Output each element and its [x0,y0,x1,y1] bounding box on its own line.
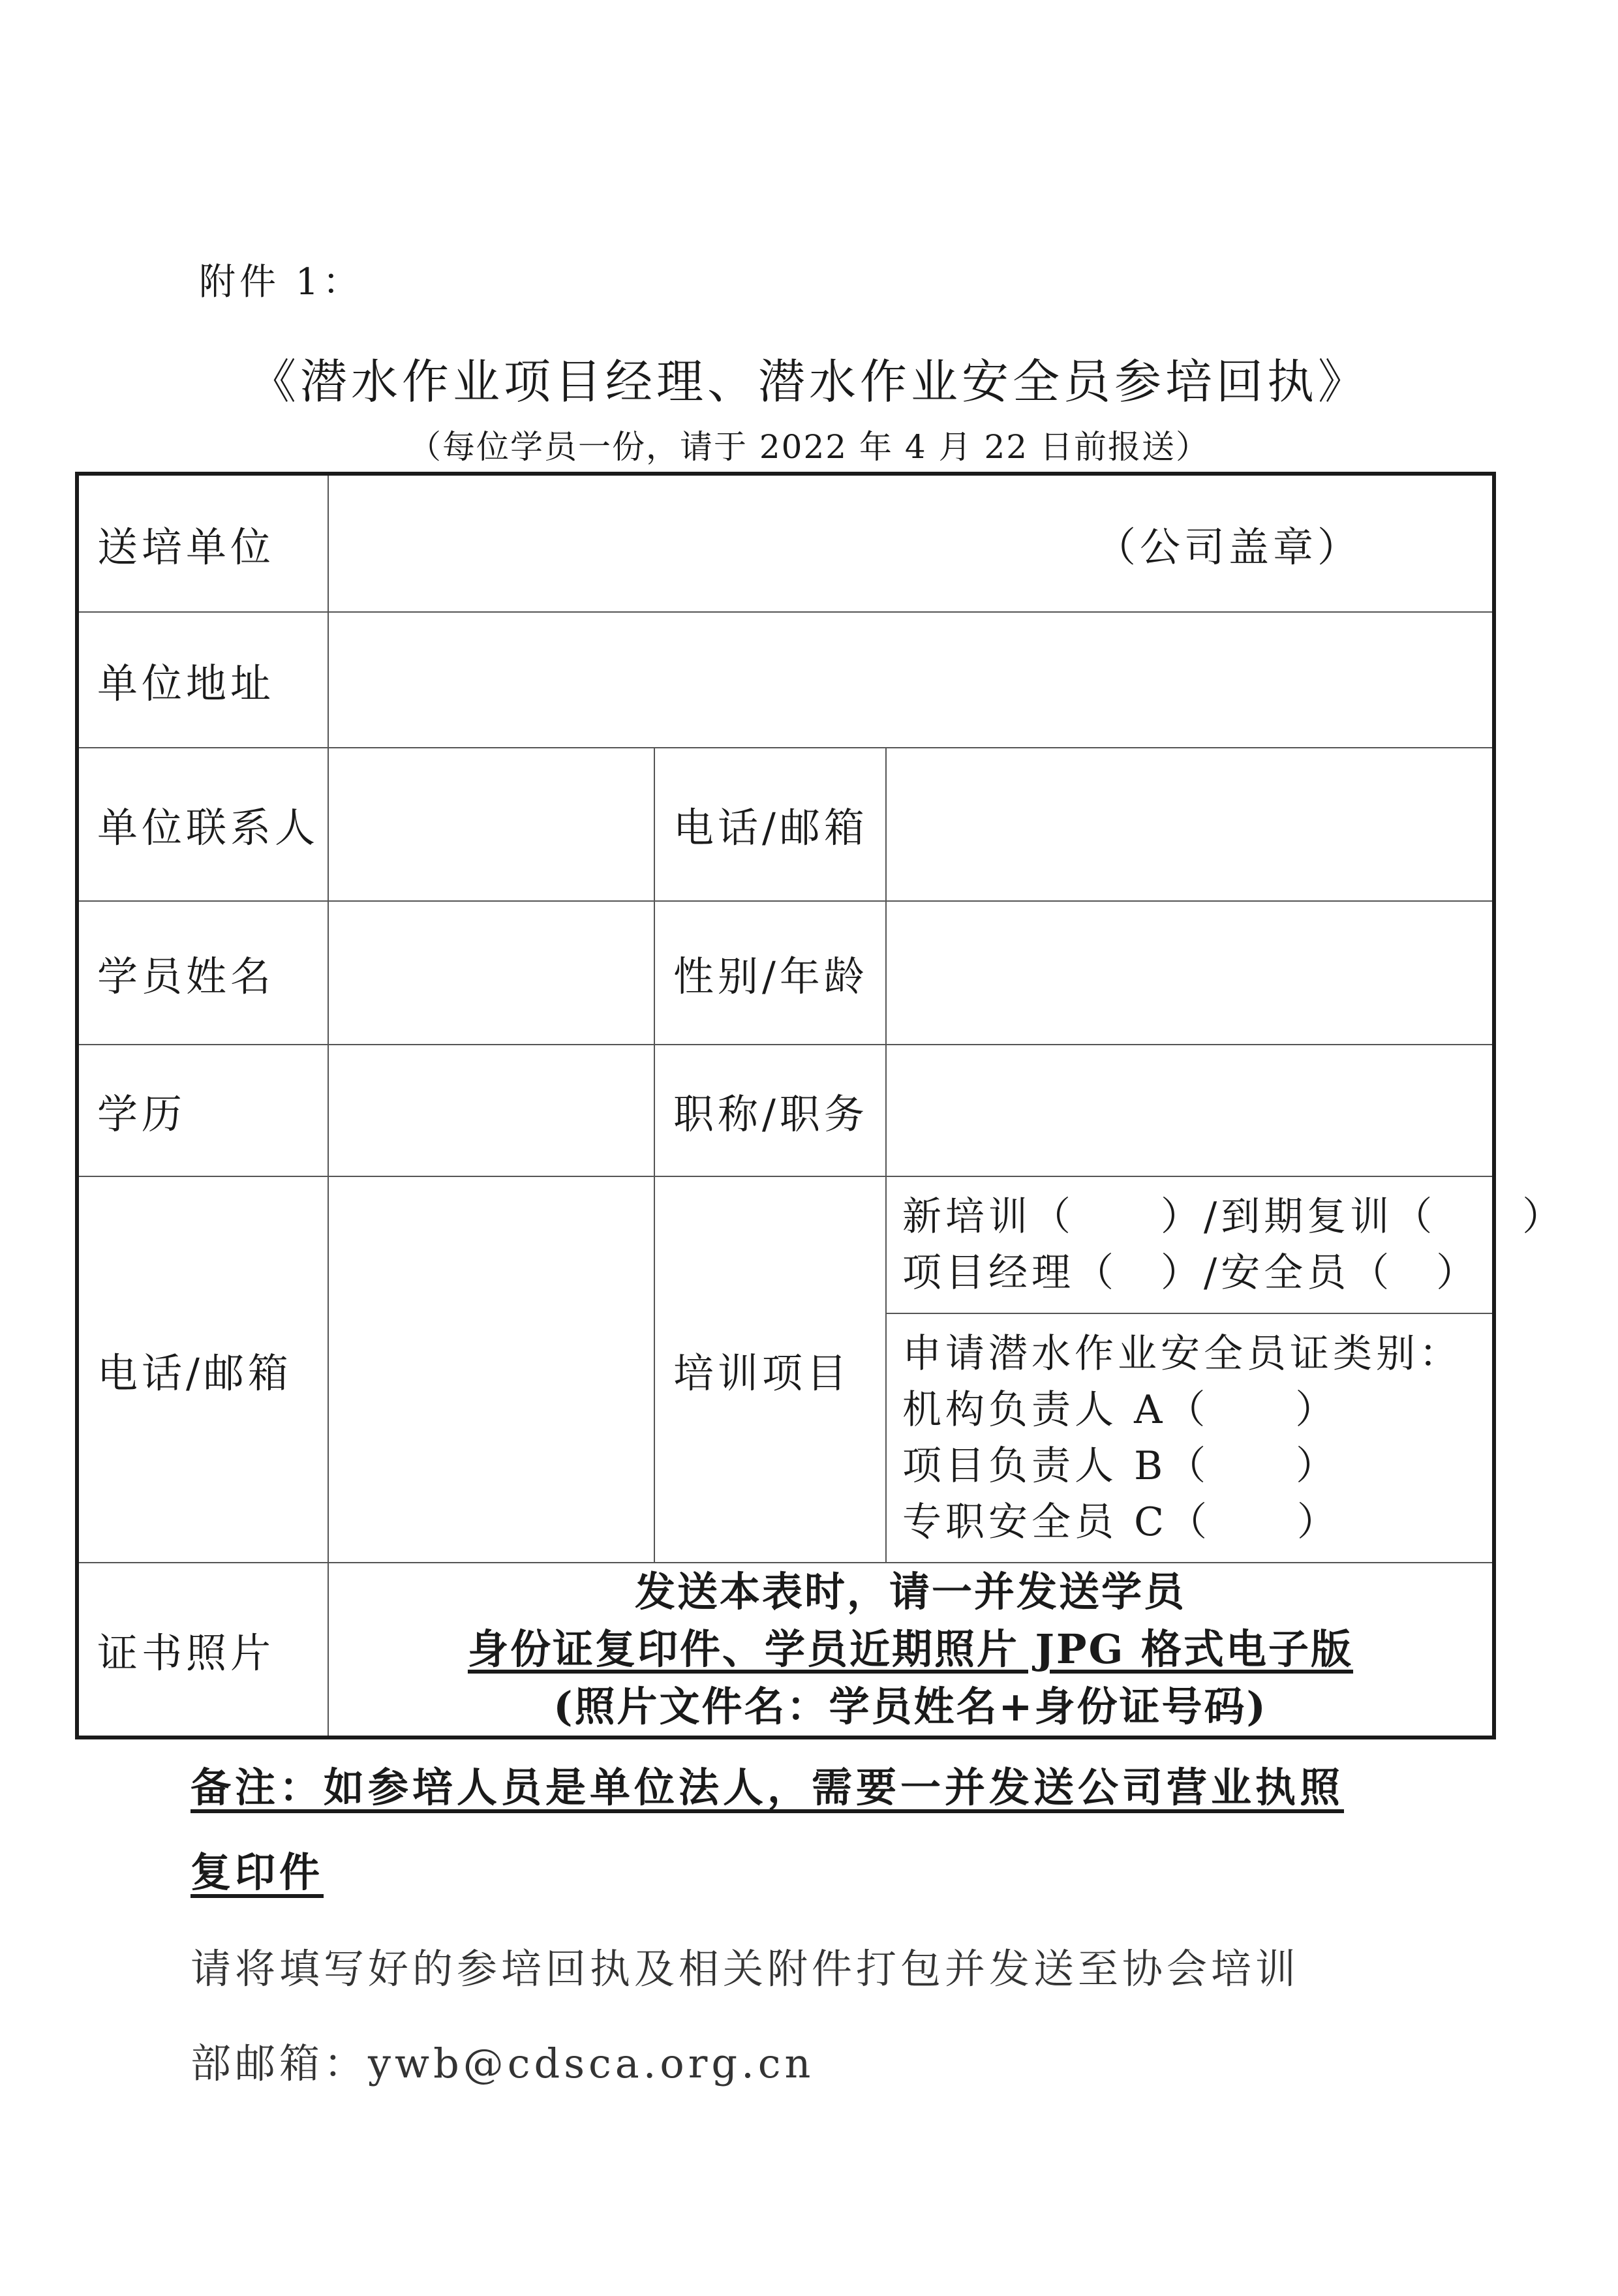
form-title: 《潜水作业项目经理、潜水作业安全员参培回执》 [249,354,1369,409]
unit-label: 送培单位 [77,474,328,612]
education-field[interactable] [328,1045,654,1176]
photo-line1: 发送本表时，请一并发送学员 [635,1568,1187,1615]
photo-line3: (照片文件名：学员姓名+身份证号码) [553,1683,1268,1730]
photo-line2: 身份证复印件、学员近期照片 JPG 格式电子版 [467,1625,1354,1673]
contact-phone-label: 电话/邮箱 [654,748,886,901]
contact-phone-field[interactable] [886,748,1494,901]
unit-field[interactable] [328,474,1494,612]
photo-line2-wrap [329,1621,1492,1678]
training-type-block [887,1177,1566,1313]
form-subtitle: （每位学员一份，请于 2022 年 4 月 22 日前报送） [408,428,1210,466]
gender-age-field[interactable] [886,901,1494,1045]
remark-note [191,1745,1365,1915]
gender-age-label: 性别/年龄 [654,901,886,1045]
row-education [77,1045,1494,1176]
cert-option-b[interactable]: 项目负责人 B（ ） [902,1443,1339,1489]
remark-line2: 复印件 [191,1848,324,1896]
row-address [77,612,1494,748]
row-contact [77,748,1494,901]
address-label: 单位地址 [77,612,328,748]
title-position-label: 职称/职务 [654,1045,886,1176]
row-photo [77,1563,1494,1737]
company-stamp-note: （公司盖章） [1095,523,1362,571]
training-type-line2[interactable]: 项目经理（ ）/安全员（ ） [902,1250,1480,1296]
send-line1: 请将填写好的参培回执及相关附件打包并发送至协会培训 [191,1945,1300,1993]
row-unit [77,474,1494,612]
title-position-field[interactable] [886,1045,1494,1176]
cert-category-block [887,1313,1492,1562]
row-student [77,901,1494,1045]
contact-field[interactable] [328,748,654,901]
address-field[interactable] [328,612,1494,748]
student-name-field[interactable] [328,901,654,1045]
row-training [77,1176,1494,1563]
student-phone-label: 电话/邮箱 [77,1176,328,1563]
remark-line1: 备注：如参培人员是单位法人，需要一并发送公司营业执照 [191,1764,1345,1811]
cert-option-a[interactable]: 机构负责人 A（ ） [902,1387,1339,1433]
cert-option-c[interactable]: 专职安全员 C（ ） [902,1499,1340,1545]
training-type-line1[interactable]: 新培训（ ）/到期复训（ ） [902,1194,1566,1240]
contact-label: 单位联系人 [77,748,328,901]
photo-label: 证书照片 [77,1563,328,1737]
student-name-label: 学员姓名 [77,901,328,1045]
registration-form [75,472,1566,1739]
education-label: 学历 [77,1045,328,1176]
training-item-label: 培训项目 [654,1176,886,1563]
send-instructions [191,1921,1365,2111]
send-line2: 部邮箱：ywb@cdsca.org.cn [191,2040,815,2087]
photo-instructions [328,1563,1494,1737]
student-phone-field[interactable] [328,1176,654,1563]
cert-heading: 申请潜水作业安全员证类别： [902,1331,1462,1377]
attachment-label: 附件 1： [199,261,363,303]
training-options [886,1176,1566,1563]
